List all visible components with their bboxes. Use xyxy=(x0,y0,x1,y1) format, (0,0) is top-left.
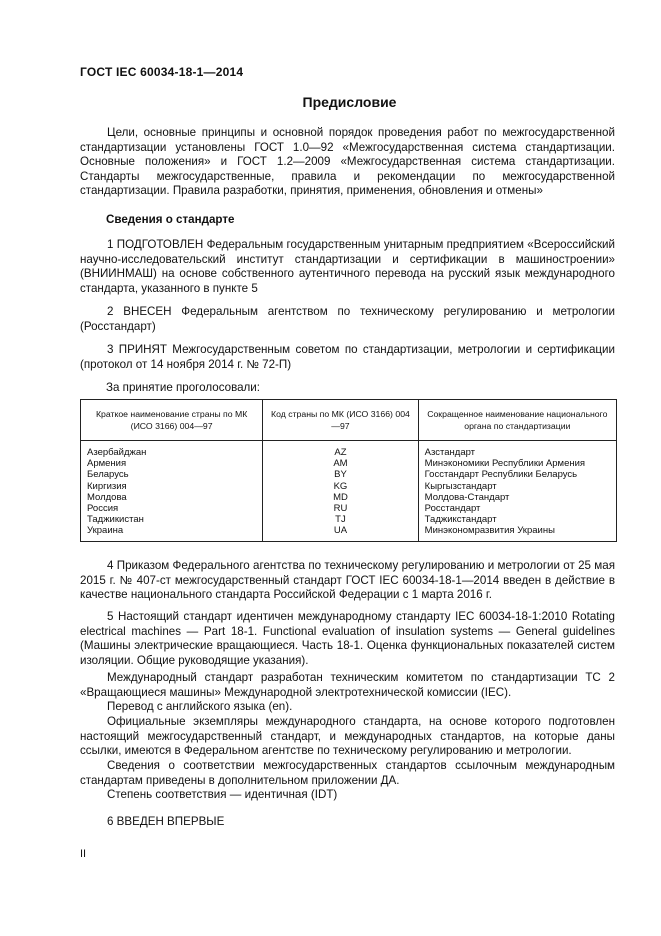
table-header-cell: Краткое наименование страны по МК (ИСО 3166) 004—97 xyxy=(81,400,263,441)
country-code-cell: BY xyxy=(263,469,418,480)
standards-body-cell: Росстандарт xyxy=(418,503,616,514)
item-4-paragraph: 4 Приказом Федерального агентства по техническому регулированию и метрологии от 25 мая 2015 г. № 407-ст межгосударственный стандарт ГОСТ IEC 60034-18-1—2014 введен в действие в качестве национального стандарта Российской Федерации с 1 марта 2016 г. xyxy=(80,559,615,602)
table-header-cell: Сокращенное наименование национального органа по стандартизации xyxy=(418,400,616,441)
table-row xyxy=(81,469,617,480)
standards-body-cell: Азстандарт xyxy=(418,441,616,459)
item-6-paragraph: 6 ВВЕДЕН ВПЕРВЫЕ xyxy=(107,815,225,828)
item-5a-paragraph: Международный стандарт разработан техническим комитетом по стандартизации ТС 2 «Вращающиеся машины» Международной электротехнической комиссии (IEC). xyxy=(80,671,615,699)
country-code-cell: TJ xyxy=(263,514,418,525)
country-code-cell: AM xyxy=(263,458,418,469)
standards-body-cell: Минэкономики Республики Армения xyxy=(418,458,616,469)
country-code-cell: KG xyxy=(263,481,418,492)
table-row xyxy=(81,503,617,514)
country-name-cell: Киргизия xyxy=(81,481,263,492)
section-title: Сведения о стандарте xyxy=(106,213,235,226)
table-row xyxy=(81,492,617,503)
item-5-paragraph: 5 Настоящий стандарт идентичен международному стандарту IEC 60034-18-1:2010 Rotating electrical machines — Part 18-1. Functional evaluation of insulation systems — General guidelines (Машины электрические вращающиеся. Часть 18-1. Оценка функциональных показателей систем изоляции. Общие руководящие указания). xyxy=(80,610,615,667)
standards-body-cell: Кыргызстандарт xyxy=(418,481,616,492)
page-number: II xyxy=(80,848,87,860)
country-name-cell: Беларусь xyxy=(81,469,263,480)
table-row xyxy=(81,458,617,469)
item-5e-paragraph: Степень соответствия — идентичная (IDT) xyxy=(107,788,338,801)
country-code-cell: UA xyxy=(263,525,418,541)
standards-body-cell: Минэкономразвития Украины xyxy=(418,525,616,541)
item-3-paragraph: 3 ПРИНЯТ Межгосударственным советом по стандартизации, метрологии и сертификации (протокол от 14 ноября 2014 г. № 72-П) xyxy=(80,343,615,371)
item-2-paragraph: 2 ВНЕСЕН Федеральным агентством по техническому регулированию и метрологии (Росстандарт) xyxy=(80,305,615,333)
country-name-cell: Таджикистан xyxy=(81,514,263,525)
table-row xyxy=(81,441,617,459)
document-header: ГОСТ IEC 60034-18-1—2014 xyxy=(80,65,244,79)
countries-table xyxy=(80,399,617,542)
country-name-cell: Молдова xyxy=(81,492,263,503)
table-row xyxy=(81,525,617,541)
country-name-cell: Армения xyxy=(81,458,263,469)
country-name-cell: Азербайджан xyxy=(81,441,263,459)
table-header-cell: Код страны по МК (ИСО 3166) 004—97 xyxy=(263,400,418,441)
table-header-row xyxy=(81,400,617,441)
country-code-cell: AZ xyxy=(263,441,418,459)
preface-paragraph: Цели, основные принципы и основной порядок проведения работ по межгосударственной стандартизации установлены ГОСТ 1.0—92 «Межгосударственная система стандартизации. Основные положения» и ГОСТ 1.2—2009 «Межгосударственная система стандартизации. Стандарты межгосударственные, правила и рекомендации по межгосударственной стандартизации. Правила разработки, принятия, применения, обновления и отмены» xyxy=(80,126,615,198)
item-1-paragraph: 1 ПОДГОТОВЛЕН Федеральным государственным унитарным предприятием «Всероссийский научно-исследовательский институт стандартизации и сертификации в машиностроении» (ВНИИНМАШ) на основе собственного аутентичного перевода на русский язык международного стандарта, указанного в пункте 5 xyxy=(80,238,615,295)
country-name-cell: Россия xyxy=(81,503,263,514)
country-code-cell: RU xyxy=(263,503,418,514)
item-5c-paragraph: Официальные экземпляры международного стандарта, на основе которого подготовлен настоящий межгосударственный стандарт, и международных стандартов, на которые даны ссылки, имеются в Федеральном агентстве по техническому регулированию и метрологии. xyxy=(80,715,615,758)
standards-body-cell: Таджикстандарт xyxy=(418,514,616,525)
vote-label: За принятие проголосовали: xyxy=(106,381,261,394)
table-row xyxy=(81,514,617,525)
country-code-cell: MD xyxy=(263,492,418,503)
standards-body-cell: Молдова-Стандарт xyxy=(418,492,616,503)
item-5d-paragraph: Сведения о соответствии межгосударственных стандартов ссылочным международным стандартам приведены в дополнительном приложении ДА. xyxy=(80,759,615,787)
standards-body-cell: Госстандарт Республики Беларусь xyxy=(418,469,616,480)
item-5b-paragraph: Перевод с английского языка (en). xyxy=(107,700,293,713)
table-row xyxy=(81,481,617,492)
country-name-cell: Украина xyxy=(81,525,263,541)
page-title: Предисловие xyxy=(302,94,397,110)
